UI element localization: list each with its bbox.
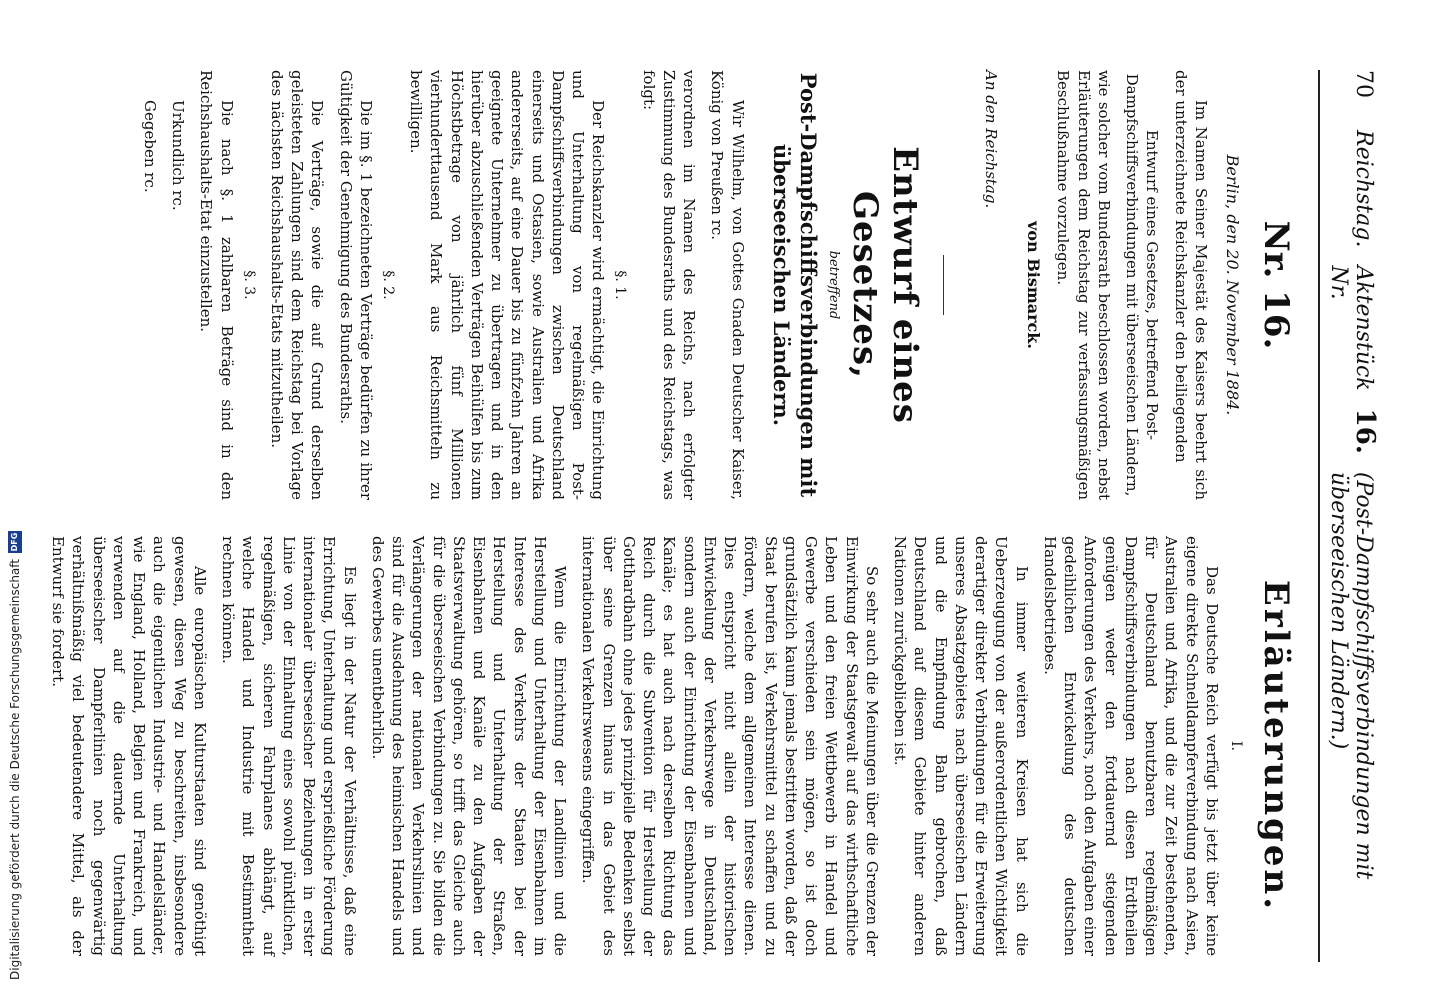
- intro-title: Entwurf eines Gesetzes, betreffend Post-Dampfschiffsverbindungen mit überseeischen Ländern,: [1123, 73, 1162, 497]
- explanation-paragraph: Wenn die Einrichtung der Landlinien und die Herstellung und Unterhaltung der Eisenbahnen im Interesse des Verkehrs der Staaten bei der Herstellung und Unterhaltung der Straßen, Eisenbahnen und Kanäle zu den Aufgaben der Staatsverwaltung gehören, so trifft das Gleiche auch für die überseeischen Verbindungen zu. Sie bilden die Verlängerungen der nationalen Verkehrslinien und sind für die Ausdehnung des heimischen Handels und des Gewerbes unentbehrlich.: [369, 536, 570, 956]
- digitization-text: Digitalisierung gefördert durch die Deutsche Forschungsgemeinschaft: [8, 558, 22, 980]
- page-number: 70: [1351, 70, 1376, 98]
- closing: Urkundlich rc.: [169, 100, 188, 211]
- explanation-paragraph: In immer weiteren Kreisen hat sich die Ueberzeugung von der außerordentlichen Wichtigkeit derartiger direkter Verbindungen für die Erweiterung unseres Absatzgebietes nach überseeischen Ländern und die Empfindung Bahn gebrochen, daß Deutschland auf diesem Gebiete hinter anderen Nationen zurückgeblieben ist.: [891, 536, 1031, 956]
- digitization-note: [4, 420, 26, 980]
- section-2-sign: §. 2.: [379, 270, 396, 300]
- date-line: Berlin, den 20. November 1884.: [1223, 154, 1242, 416]
- section-1-sign: §. 1.: [612, 270, 629, 300]
- section-2b: Die Verträge, sowie die auf Grund derselben geleisteten Zahlungen sind dem Reichstag bei Vorlage des nächsten Reichshaushalts-Etats mitzutheilen.: [267, 70, 327, 500]
- addressee: An den Reichstag.: [982, 70, 1001, 209]
- section-3: Die nach §. 1 zahlbaren Beträge sind in den Reichshaushalts-Etat einzustellen.: [197, 70, 236, 500]
- explanation-paragraph: Alle europäischen Kulturstaaten sind genöthigt gewesen, diesen Weg zu beschreiten, insbesondere auch die eigentlichen Industrie- und Handelsländer, wie England, Holland, Belgien und Frankreich, und verwenden auf die dauernde Unterhaltung überseeischer Dampferlinien noch gegenwärtig verhältnißmäßig viel bedeutendere Mittel, als der Entwurf sie fordert.: [49, 536, 209, 956]
- divider: [943, 255, 944, 315]
- intro-rest: wie solcher vom Bundesrath beschlossen worden, nebst Erläuterungen dem Reichstag zur verfassungsmäßigen Beschlußnahme vorzulegen.: [1054, 70, 1113, 500]
- enacting-formula: Wir Wilhelm, von Gottes Gnaden Deutscher Kaiser, König von Preußen rc.: [708, 70, 747, 500]
- running-head: [1318, 70, 1380, 962]
- columns: [40, 70, 1302, 962]
- bill-title: Entwurf eines Gesetzes,: [845, 146, 926, 424]
- intro-paragraph: Im Namen Seiner Majestät des Kaisers beehrt sich der unterzeichnete Reichskanzler den beiliegenden: [1171, 70, 1210, 500]
- header-aktenstueck: Aktenstück Nr.: [1326, 265, 1376, 391]
- explanations-title: Erläuterungen.: [1256, 579, 1296, 913]
- rotated-page: [20, 0, 1420, 1000]
- header-number: 16.: [1350, 408, 1380, 454]
- explanation-paragraph: So sehr auch die Meinungen über die Grenzen der Einwirkung der Staatsgewalt auf das wirthschaftliche Leben und den freien Wettbewerb in Handel und Gewerbe verschieden sein mögen, so ist doch grundsätzlich kaum jemals bestritten worden, daß der Staat berufen ist, Verkehrsmittel zu schaffen und zu fördern, welche dem allgemeinen Interesse dienen. Dies entspricht nicht allein der historischen Entwickelung der Verkehrswege in Deutschland, sondern auch der Einrichtung der Eisenbahnen und Kanäle; es hat auch nach derselben Richtung das Reich durch die Subvention für Herstellung der Gotthardbahn ohne jedes prinzipielle Bedenken selbst über seine Grenzen hinaus in das Gebiet des internationalen Verkehrswesens eingegriffen.: [579, 536, 881, 956]
- explanation-paragraph: Das Deutsche Reich verfügt bis jetzt über keine eigene direkte Schnelldampferverbindung nach Asien, Australien und Afrika, und die zur Zeit bestehenden, für Deutschland benutzbaren regelmäßigen Dampfschiffsverbindungen nach diesen Erdtheilen genügen weder den fortdauernd steigenden Anforderungen des Verkehrs, noch den Aufgaben einer gedeihlichen Entwickelung des deutschen Handelsbetriebes.: [1041, 536, 1221, 956]
- given: Gegeben rc.: [140, 100, 159, 193]
- header-topic: (Post-Dampfschiffsverbindungen mit überseeischen Ländern.): [1326, 471, 1376, 880]
- explanation-paragraph: Es liegt in der Natur der Verhältnisse, daß eine Errichtung, Unterhaltung und ersprießliche Förderung internationaler überseeischer Beziehungen in erster Linie von der Einhaltung eines sowohl pünktlichen, regelmäßigen, sicheren Fahrplanes abhängt, auf welche Handel und Industrie mit Bestimmtheit rechnen können.: [219, 536, 359, 956]
- section-1: Der Reichskanzler wird ermächtigt, die Einrichtung und Unterhaltung von regelmäßigen Post-Dampfschiffsverbindungen zwischen Deutschland einerseits und Ostasien, sowie Australien und Afrika andererseits, auf eine Dauer bis zu fünfzehn Jahren an geeignete Unternehmer zu übertragen und in den hierüber abzuschließenden Verträgen Beihülfen bis zum Höchstbetrage von jährlich fünf Millionen vierhunderttausend Mark aus Reichsmitteln zu bewilligen.: [407, 70, 608, 500]
- header-label: Reichstag.: [1351, 130, 1376, 248]
- dfg-logo: DFG: [8, 531, 22, 553]
- section-2: Die im §. 1 bezeichneten Verträge bedürfen zu ihrer Gültigkeit der Genehmigung des Bundesraths.: [336, 70, 375, 500]
- left-column: [40, 70, 1302, 500]
- signature: von Bismarck.: [1024, 221, 1044, 349]
- enacting-rest: verordnen im Namen des Reichs, nach erfolgter Zustimmung des Bundesraths und des Reichstags, was folgt:: [639, 70, 699, 500]
- document-number: Nr. 16.: [1256, 220, 1296, 350]
- right-column: [40, 536, 1302, 956]
- betreffend: betreffend: [826, 250, 842, 320]
- section-3-sign: §. 3.: [240, 270, 257, 300]
- roman-numeral: I.: [1228, 741, 1244, 751]
- bill-subject: Post-Dampfschiffsverbindungen mit überseeischen Ländern.: [768, 72, 822, 498]
